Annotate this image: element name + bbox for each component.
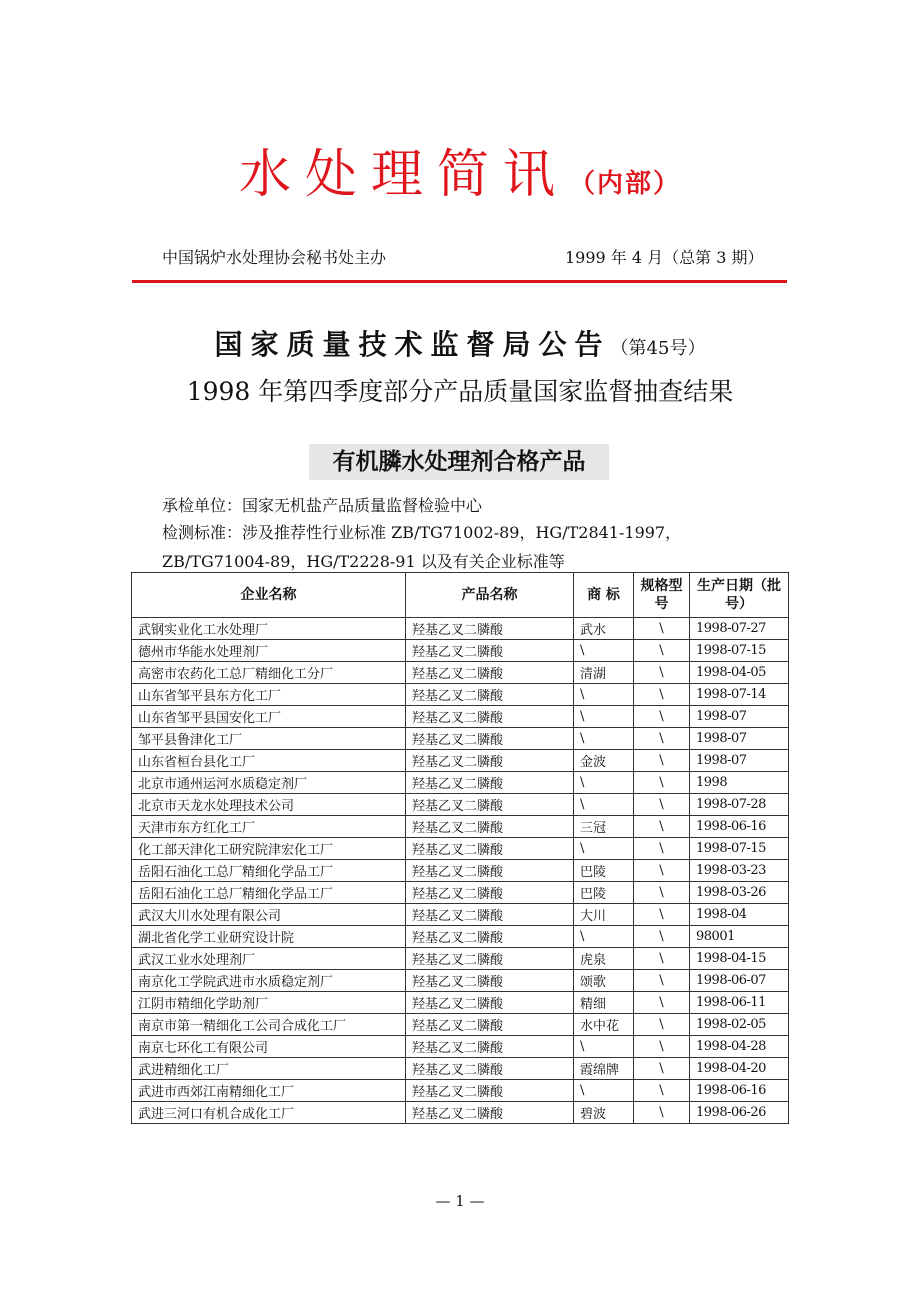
cell-brand: \	[574, 1080, 634, 1102]
cell-spec: \	[634, 618, 690, 640]
cell-brand: 三冠	[574, 816, 634, 838]
cell-brand: 清湖	[574, 662, 634, 684]
cell-date: 1998-06-16	[690, 1080, 789, 1102]
cell-company: 南京七环化工有限公司	[132, 1036, 406, 1058]
cell-date: 1998-06-07	[690, 970, 789, 992]
cell-date: 1998-07-15	[690, 838, 789, 860]
table-row	[132, 1036, 789, 1058]
cell-company: 化工部天津化工研究院津宏化工厂	[132, 838, 406, 860]
page-number: — 1 —	[435, 1192, 485, 1210]
cell-company: 南京市第一精细化工公司合成化工厂	[132, 1014, 406, 1036]
table-row	[132, 662, 789, 684]
cell-brand: 碧波	[574, 1102, 634, 1124]
cell-company: 武进市西郊江南精细化工厂	[132, 1080, 406, 1102]
header-company: 企业名称	[132, 573, 406, 618]
cell-spec: \	[634, 904, 690, 926]
table-body	[132, 618, 789, 1124]
cell-company: 南京化工学院武进市水质稳定剂厂	[132, 970, 406, 992]
cell-company: 高密市农药化工总厂精细化工分厂	[132, 662, 406, 684]
cell-brand: \	[574, 706, 634, 728]
cell-date: 1998-03-26	[690, 882, 789, 904]
announcement-heading	[0, 323, 920, 363]
cell-product: 羟基乙叉二膦酸	[406, 1036, 574, 1058]
cell-date: 1998-06-26	[690, 1102, 789, 1124]
cell-date: 1998-02-05	[690, 1014, 789, 1036]
cell-spec: \	[634, 684, 690, 706]
standards-line-2: ZB/TG71004-89，HG/T2228-91 以及有关企业标准等	[162, 552, 565, 571]
cell-date: 1998-07-28	[690, 794, 789, 816]
table-row	[132, 750, 789, 772]
cell-spec: \	[634, 706, 690, 728]
cell-spec: \	[634, 970, 690, 992]
cell-company: 武汉工业水处理剂厂	[132, 948, 406, 970]
cell-brand: 霞绵牌	[574, 1058, 634, 1080]
cell-product: 羟基乙叉二膦酸	[406, 838, 574, 860]
cell-product: 羟基乙叉二膦酸	[406, 970, 574, 992]
cell-spec: \	[634, 992, 690, 1014]
cell-product: 羟基乙叉二膦酸	[406, 618, 574, 640]
cell-company: 湖北省化学工业研究设计院	[132, 926, 406, 948]
cell-brand: \	[574, 772, 634, 794]
cell-date: 1998-03-23	[690, 860, 789, 882]
cell-brand: 虎泉	[574, 948, 634, 970]
cell-product: 羟基乙叉二膦酸	[406, 684, 574, 706]
cell-brand: \	[574, 794, 634, 816]
cell-product: 羟基乙叉二膦酸	[406, 882, 574, 904]
cell-product: 羟基乙叉二膦酸	[406, 904, 574, 926]
table-row	[132, 618, 789, 640]
cell-date: 1998-06-16	[690, 816, 789, 838]
cell-company: 岳阳石油化工总厂精细化学品工厂	[132, 860, 406, 882]
cell-company: 武进精细化工厂	[132, 1058, 406, 1080]
cell-company: 武钢实业化工水处理厂	[132, 618, 406, 640]
header-spec: 规格型号	[634, 573, 690, 618]
table-row	[132, 1014, 789, 1036]
cell-date: 1998-07	[690, 706, 789, 728]
issue-info: 1999 年 4 月（总第 3 期）	[565, 248, 764, 267]
cell-company: 德州市华能水处理剂厂	[132, 640, 406, 662]
cell-brand: 大川	[574, 904, 634, 926]
cell-product: 羟基乙叉二膦酸	[406, 860, 574, 882]
cell-company: 江阴市精细化学助剂厂	[132, 992, 406, 1014]
cell-product: 羟基乙叉二膦酸	[406, 1058, 574, 1080]
cell-company: 山东省邹平县国安化工厂	[132, 706, 406, 728]
cell-company: 山东省桓台县化工厂	[132, 750, 406, 772]
table-row	[132, 992, 789, 1014]
table-row	[132, 684, 789, 706]
cell-company: 天津市东方红化工厂	[132, 816, 406, 838]
standards-line-1: 检测标准：涉及推荐性行业标准 ZB/TG71002-89，HG/T2841-1997，	[162, 523, 682, 542]
cell-spec: \	[634, 772, 690, 794]
cell-brand: 颂歌	[574, 970, 634, 992]
cell-spec: \	[634, 816, 690, 838]
cell-spec: \	[634, 1014, 690, 1036]
masthead	[0, 132, 920, 207]
cell-product: 羟基乙叉二膦酸	[406, 1102, 574, 1124]
header-brand: 商 标	[574, 573, 634, 618]
cell-spec: \	[634, 926, 690, 948]
cell-product: 羟基乙叉二膦酸	[406, 728, 574, 750]
cell-spec: \	[634, 948, 690, 970]
cell-product: 羟基乙叉二膦酸	[406, 1014, 574, 1036]
table-row	[132, 838, 789, 860]
cell-product: 羟基乙叉二膦酸	[406, 662, 574, 684]
cell-company: 岳阳石油化工总厂精细化学品工厂	[132, 882, 406, 904]
cell-brand: 水中花	[574, 1014, 634, 1036]
cell-brand: 巴陵	[574, 882, 634, 904]
cell-date: 1998	[690, 772, 789, 794]
table-row	[132, 640, 789, 662]
cell-date: 1998-06-11	[690, 992, 789, 1014]
cell-product: 羟基乙叉二膦酸	[406, 948, 574, 970]
cell-brand: 武水	[574, 618, 634, 640]
cell-date: 98001	[690, 926, 789, 948]
announcement-title: 国家质量技术监督局公告	[214, 328, 611, 361]
cell-spec: \	[634, 750, 690, 772]
cell-date: 1998-04-15	[690, 948, 789, 970]
table-row	[132, 728, 789, 750]
cell-brand: \	[574, 728, 634, 750]
section-title: 有机膦水处理剂合格产品	[309, 444, 609, 480]
cell-product: 羟基乙叉二膦酸	[406, 1080, 574, 1102]
table-row	[132, 882, 789, 904]
cell-spec: \	[634, 860, 690, 882]
cell-spec: \	[634, 1102, 690, 1124]
cell-spec: \	[634, 1036, 690, 1058]
table-row	[132, 1058, 789, 1080]
cell-product: 羟基乙叉二膦酸	[406, 772, 574, 794]
cell-brand: \	[574, 926, 634, 948]
cell-brand: \	[574, 838, 634, 860]
cell-date: 1998-04-05	[690, 662, 789, 684]
cell-brand: 巴陵	[574, 860, 634, 882]
table-row	[132, 706, 789, 728]
cell-product: 羟基乙叉二膦酸	[406, 750, 574, 772]
cell-date: 1998-07-14	[690, 684, 789, 706]
table-row	[132, 970, 789, 992]
cell-product: 羟基乙叉二膦酸	[406, 992, 574, 1014]
table-row	[132, 794, 789, 816]
cell-brand: \	[574, 640, 634, 662]
cell-spec: \	[634, 662, 690, 684]
cell-spec: \	[634, 882, 690, 904]
cell-company: 邹平县鲁津化工厂	[132, 728, 406, 750]
cell-brand: \	[574, 684, 634, 706]
announcement-number: （第45号）	[610, 338, 706, 359]
announcement-subtitle: 1998 年第四季度部分产品质量国家监督抽查结果	[186, 377, 734, 406]
results-table	[131, 572, 789, 1124]
header-product: 产品名称	[406, 573, 574, 618]
cell-date: 1998-07	[690, 728, 789, 750]
cell-product: 羟基乙叉二膦酸	[406, 794, 574, 816]
cell-spec: \	[634, 838, 690, 860]
cell-company: 北京市天龙水处理技术公司	[132, 794, 406, 816]
table-row	[132, 772, 789, 794]
cell-product: 羟基乙叉二膦酸	[406, 816, 574, 838]
cell-date: 1998-07-15	[690, 640, 789, 662]
cell-company: 山东省邹平县东方化工厂	[132, 684, 406, 706]
cell-date: 1998-04	[690, 904, 789, 926]
publisher: 中国锅炉水处理协会秘书处主办	[162, 248, 387, 267]
cell-date: 1998-07	[690, 750, 789, 772]
table-row	[132, 860, 789, 882]
table-row	[132, 1102, 789, 1124]
header-date: 生产日期（批号）	[690, 573, 789, 618]
cell-product: 羟基乙叉二膦酸	[406, 706, 574, 728]
table-row	[132, 1080, 789, 1102]
masthead-title: 水处理简讯	[238, 145, 569, 205]
cell-brand: \	[574, 1036, 634, 1058]
header-divider	[132, 280, 787, 283]
cell-company: 武进三河口有机合成化工厂	[132, 1102, 406, 1124]
cell-brand: 精细	[574, 992, 634, 1014]
cell-product: 羟基乙叉二膦酸	[406, 926, 574, 948]
cell-spec: \	[634, 640, 690, 662]
cell-brand: 金波	[574, 750, 634, 772]
cell-company: 武汉大川水处理有限公司	[132, 904, 406, 926]
cell-spec: \	[634, 728, 690, 750]
masthead-tag: （内部）	[569, 169, 682, 199]
cell-company: 北京市通州运河水质稳定剂厂	[132, 772, 406, 794]
cell-date: 1998-04-28	[690, 1036, 789, 1058]
cell-spec: \	[634, 1058, 690, 1080]
table-row	[132, 816, 789, 838]
cell-date: 1998-07-27	[690, 618, 789, 640]
table-row	[132, 948, 789, 970]
table-row	[132, 904, 789, 926]
inspection-unit: 承检单位：国家无机盐产品质量监督检验中心	[162, 496, 483, 515]
cell-spec: \	[634, 794, 690, 816]
table-header-row	[132, 573, 789, 618]
table-row	[132, 926, 789, 948]
cell-spec: \	[634, 1080, 690, 1102]
cell-date: 1998-04-20	[690, 1058, 789, 1080]
cell-product: 羟基乙叉二膦酸	[406, 640, 574, 662]
